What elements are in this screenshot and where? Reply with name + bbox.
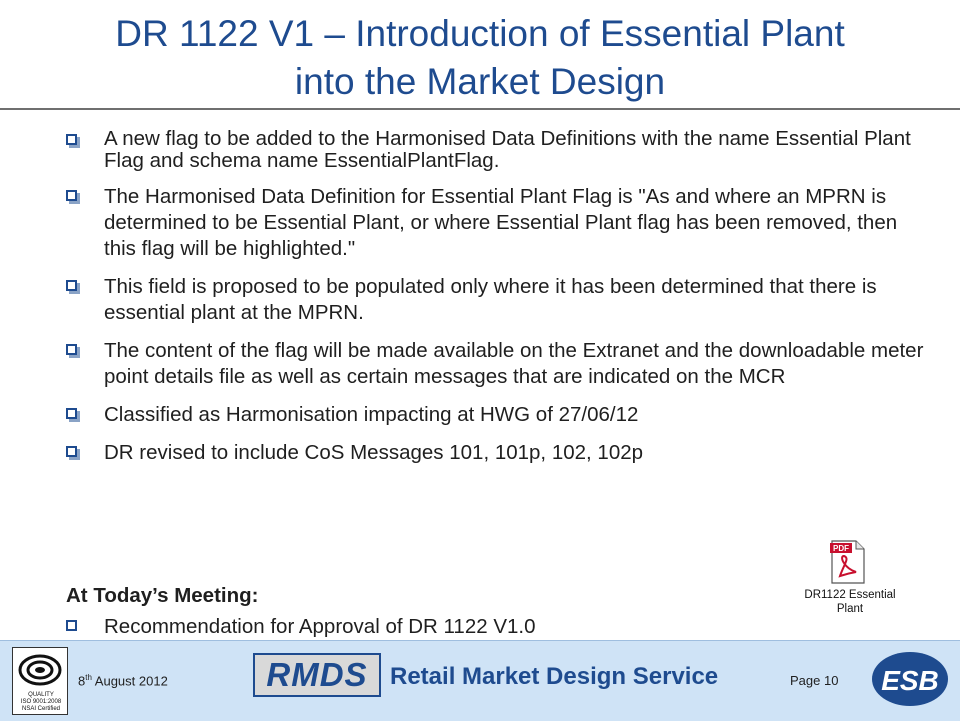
bullet-text: DR revised to include CoS Messages 101, 101p, 102, 102p [104, 441, 644, 464]
esb-logo [870, 649, 950, 709]
meeting-item [66, 614, 804, 640]
bullet-item [66, 338, 926, 390]
slide-title [40, 10, 920, 106]
page-number: Page 10 [790, 673, 839, 688]
rmds-subtitle: Retail Market Design Service [390, 663, 719, 690]
checkbox-bullet-icon [66, 134, 77, 145]
rmds-logo-text: RMDS [266, 656, 368, 693]
footer-bar [0, 640, 960, 721]
meeting-item-text: Recommendation for Approval of DR 1122 V1.0 [104, 615, 536, 638]
slide-title-line2: into the Market Design [294, 61, 666, 102]
bullet-text: The content of the flag will be made available on the Extranet and the downloadable meter point details file as well as certain messages that are indicated on the MCR [104, 339, 924, 388]
checkbox-bullet-icon [66, 620, 77, 631]
svg-text:PDF: PDF [833, 544, 849, 553]
checkbox-bullet-icon [66, 344, 77, 355]
title-divider [0, 108, 960, 110]
nsai-emblem-icon [13, 651, 67, 691]
checkbox-bullet-icon [66, 190, 77, 201]
bullet-item [66, 128, 926, 172]
checkbox-bullet-icon [66, 408, 77, 419]
bullet-item [66, 440, 926, 466]
rmds-logo [253, 653, 381, 697]
footer-date: 8th August 2012 [78, 673, 168, 689]
bullet-text: This field is proposed to be populated only where it has been determined that there is essential plant at the MPRN. [104, 275, 877, 324]
nsai-quality-logo: QUALITY ISO 9001:2008 NSAI Certified [12, 647, 68, 715]
bullet-text: Classified as Harmonisation impacting at HWG of 27/06/12 [104, 403, 639, 426]
pdf-attachment[interactable] [786, 540, 914, 622]
meeting-heading: At Today’s Meeting: [66, 584, 259, 607]
bullet-item [66, 402, 926, 428]
bullet-list [66, 128, 926, 478]
bullet-text: The Harmonised Data Definition for Essential Plant Flag is "As and where an MPRN is determined to be Essential Plant, or where Essential Plant flag has been removed, then this flag will be highlighted." [104, 185, 898, 260]
checkbox-bullet-icon [66, 280, 77, 291]
svg-text:ESB: ESB [881, 665, 939, 696]
pdf-label: DR1122 Essential Plant [804, 589, 896, 615]
bullet-item [66, 274, 926, 326]
bullet-text: A new flag to be added to the Harmonised Data Definitions with the name Essential Plant Flag and schema name EssentialPlantFlag. [104, 127, 911, 172]
slide-title-line1: DR 1122 V1 – Introduction of Essential Plant [115, 13, 845, 54]
checkbox-bullet-icon [66, 446, 77, 457]
bullet-item [66, 184, 926, 262]
pdf-file-icon [830, 540, 866, 584]
